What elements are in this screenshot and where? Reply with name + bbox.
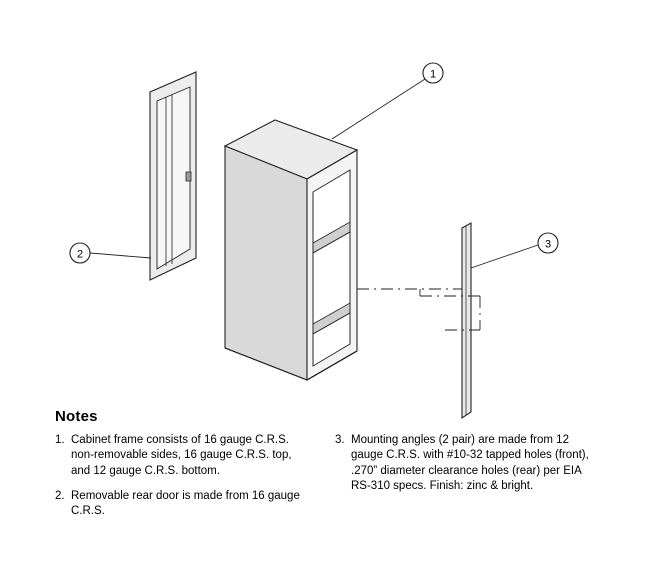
callout-label-1: 1	[429, 68, 437, 81]
callout-bubble-3[interactable]	[538, 233, 558, 253]
note-text: Removable rear door is made from 16 gauge C.R.S.	[71, 489, 300, 518]
cabinet-frame-part	[225, 120, 357, 380]
note-item	[55, 489, 313, 520]
cabinet-left-side-face	[225, 146, 307, 380]
rear-door-inner-frame	[157, 87, 190, 269]
notes-columns	[55, 433, 595, 529]
notes-section	[55, 408, 595, 529]
note-number: 3.	[335, 434, 345, 446]
note-number: 2.	[55, 489, 65, 502]
note-text: Mounting angles (2 pair) are made from 12 gauge C.R.S. with #10-32 tapped holes (front), .270” diameter clearance holes (rear) per EIA RS-310 specs. Finish: zinc & bright.	[351, 434, 589, 492]
cabinet-front-opening-inner	[313, 170, 350, 366]
leader-line-3	[471, 245, 538, 268]
notes-column-left	[55, 433, 313, 529]
leader-line-1	[332, 79, 425, 139]
note-text: Cabinet frame consists of 16 gauge C.R.S. non-removable sides, 16 gauge C.R.S. top, and 12 gauge C.R.S. bottom.	[71, 434, 292, 477]
door-latch-detail	[186, 172, 191, 181]
callout-label-2: 2	[76, 248, 84, 261]
callout-label-3: 3	[544, 238, 552, 251]
mounting-angle-part	[462, 223, 471, 418]
notes-column-right	[335, 433, 593, 504]
notes-title: Notes	[55, 408, 98, 425]
mounting-angle-body	[462, 223, 471, 418]
leader-line-2	[90, 253, 151, 258]
note-item	[335, 433, 593, 494]
rear-door-part	[150, 72, 196, 280]
note-item	[55, 433, 313, 479]
callout-bubble-1[interactable]	[423, 63, 443, 83]
callout-bubble-2[interactable]	[70, 243, 90, 263]
note-number: 1.	[55, 434, 65, 446]
